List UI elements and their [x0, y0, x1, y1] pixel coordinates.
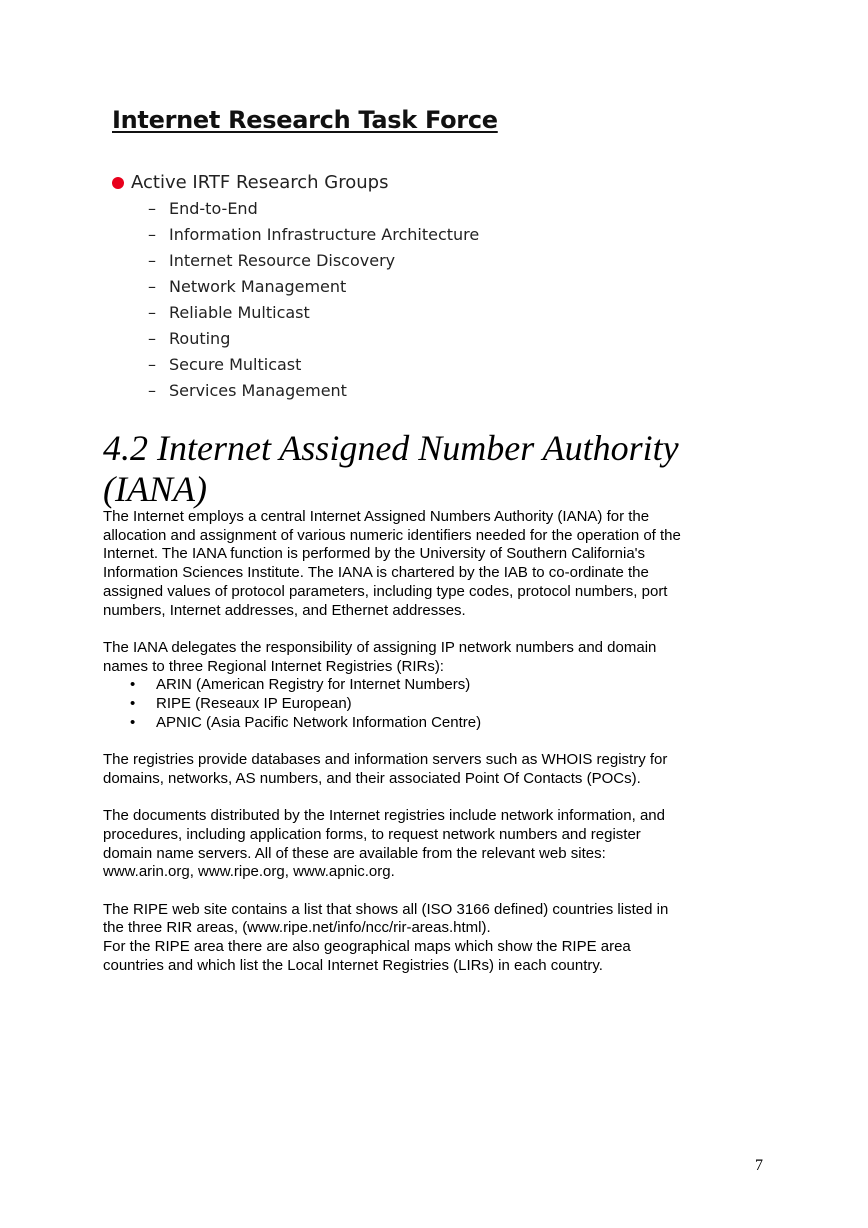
dash-icon: – [148, 329, 156, 348]
list-item: – Network Management [148, 277, 347, 296]
slide-bullet-label: Active IRTF Research Groups [131, 172, 389, 193]
list-item: – Services Management [148, 381, 347, 400]
paragraph-iana-intro: The Internet employs a central Internet Assigned Numbers Authority (IANA) for the allocation and assignment of various numeric identifiers needed for the operation of the Internet. The IANA function is performed by the University of Southern California's Information Sciences Institute. The IANA is chartered by the IAB to co-ordinate the assigned values of protocol parameters, including type codes, protocol numbers, port numbers, Internet addresses, and Ethernet addresses. [103, 508, 681, 619]
list-item: – Reliable Multicast [148, 303, 310, 322]
slide-title: Internet Research Task Force [112, 106, 498, 134]
list-item: – Internet Resource Discovery [148, 251, 396, 270]
red-bullet-icon [112, 177, 124, 189]
list-item: – Secure Multicast [148, 355, 302, 374]
list-item: – End-to-End [148, 199, 258, 218]
paragraph-ripe-maps: For the RIPE area there are also geographical maps which show the RIPE area countries and which list the Local Internet Registries (LIRs) in each country. [103, 938, 631, 974]
dash-icon: – [148, 355, 156, 374]
dash-icon: – [148, 225, 156, 244]
paragraph-registries: The registries provide databases and information servers such as WHOIS registry for domains, networks, AS numbers, and their associated Point Of Contacts (POCs). [103, 751, 668, 787]
bullet-icon: • [130, 695, 136, 713]
rir-list [103, 676, 683, 732]
list-item: • ARIN (American Registry for Internet Numbers) [130, 676, 471, 694]
list-item: • RIPE (Reseaux IP European) [130, 695, 352, 713]
list-item: • APNIC (Asia Pacific Network Information Centre) [130, 713, 482, 731]
paragraph-rir-delegation: The IANA delegates the responsibility of assigning IP network numbers and domain names to three Regional Internet Registries (RIRs): [103, 638, 657, 675]
paragraph-documents: The documents distributed by the Internet registries include network information, and procedures, including application forms, to request network numbers and register domain name servers. All of these are available from the relevant web sites: www.arin.org, www.ripe.org, www.apnic.org. [103, 807, 665, 881]
section-heading: 4.2 Internet Assigned Number Authority (IANA) [103, 428, 679, 509]
list-item: – Information Infrastructure Architecture [148, 225, 480, 244]
body-text [103, 508, 683, 976]
paragraph-ripe-list: The RIPE web site contains a list that shows all (ISO 3166 defined) countries listed in the three RIR areas, (www.ripe.net/info/ncc/rir-areas.html). [103, 900, 669, 937]
dash-icon: – [148, 199, 156, 218]
dash-icon: – [148, 303, 156, 322]
research-groups-list [148, 198, 479, 406]
dash-icon: – [148, 251, 156, 270]
page-number: 7 [755, 1157, 763, 1174]
dash-icon: – [148, 277, 156, 296]
dash-icon: – [148, 381, 156, 400]
bullet-icon: • [130, 676, 136, 694]
bullet-icon: • [130, 713, 136, 731]
list-item: – Routing [148, 329, 231, 348]
slide-bullet [112, 172, 388, 193]
